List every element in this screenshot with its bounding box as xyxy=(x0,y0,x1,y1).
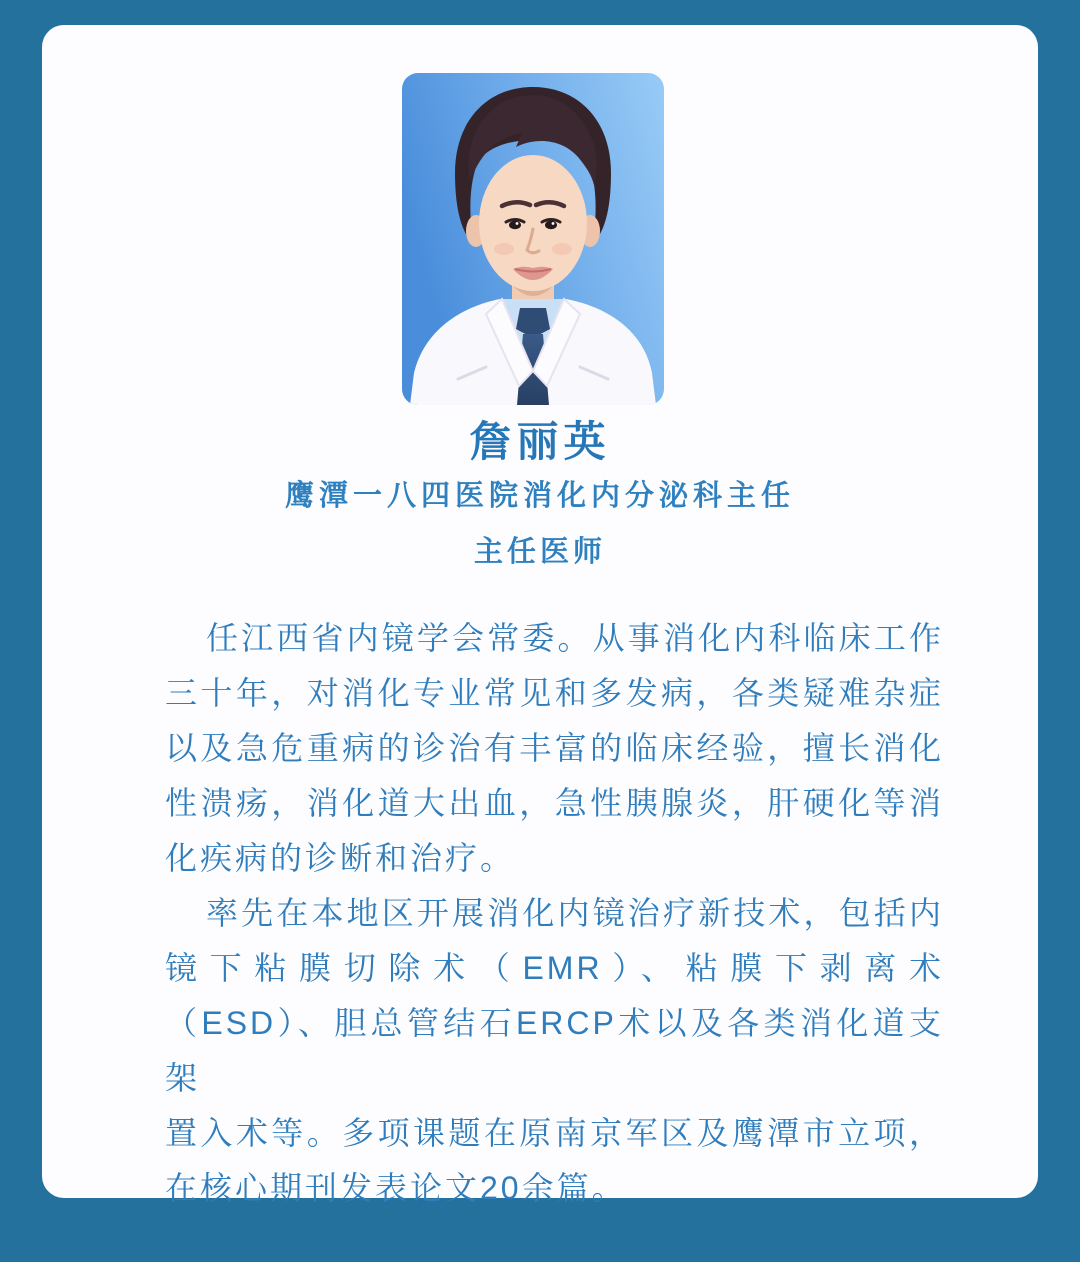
doctor-title: 鹰潭一八四医院消化内分泌科主任 xyxy=(284,480,795,512)
bio-paragraph2-line: 置入术等。多项课题在原南京军区及鹰潭市立项， xyxy=(165,1115,944,1151)
doctor-name: 詹丽英 xyxy=(469,418,611,465)
bio-paragraph2-line: 镜下粘膜切除术（EMR）、粘膜下剥离术 xyxy=(165,950,944,986)
bio-paragraph1-line: 任江西省内镜学会常委。从事消化内科临床工作 xyxy=(206,620,944,656)
doctor-portrait-photo xyxy=(402,73,664,405)
bio-paragraph2-line: 在核心期刊发表论文20余篇。 xyxy=(165,1170,627,1206)
bio-paragraph1-line: 性溃疡，消化道大出血，急性胰腺炎，肝硬化等消 xyxy=(165,785,944,821)
bio-paragraph2-line: 率先在本地区开展消化内镜治疗新技术，包括内 xyxy=(206,895,944,931)
doctor-rank: 主任医师 xyxy=(473,536,606,568)
bio-paragraph1-line: 三十年，对消化专业常见和多发病，各类疑难杂症 xyxy=(165,675,944,711)
doctor-bio xyxy=(165,611,944,1216)
bio-paragraph2-line: （ESD）、胆总管结石ERCP术以及各类消化道支架 xyxy=(165,1005,944,1096)
bio-paragraph1-line: 化疾病的诊断和治疗。 xyxy=(165,840,516,876)
doctor-portrait-illustration xyxy=(402,73,664,405)
bio-paragraph1-line: 以及急危重病的诊治有丰富的临床经验，擅长消化 xyxy=(165,730,944,766)
profile-card xyxy=(42,25,1038,1206)
